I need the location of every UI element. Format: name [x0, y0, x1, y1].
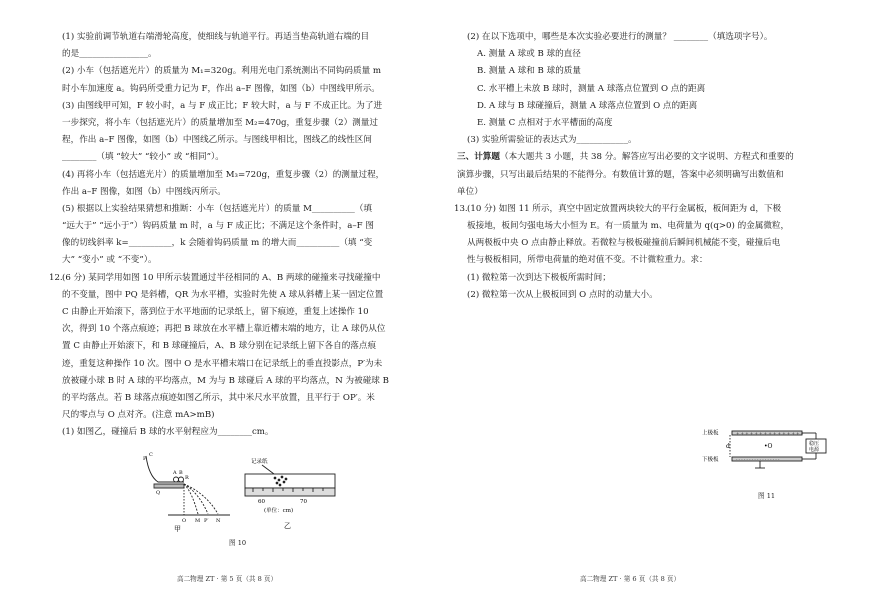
figure-10 [140, 452, 340, 532]
ruler [245, 488, 335, 496]
ball-a [174, 477, 179, 482]
text-line: (3) 由图线甲可知，F 较小时，a 与 F 成正比；F 较大时，a 与 F 不成正比。为了进 [62, 100, 383, 111]
text-line: “远大于” “远小于”）钩码质量 m 时，a 与 F 成正比；不满足这个条件时，a–F 图 [62, 221, 374, 232]
trajectory-2 [184, 484, 208, 514]
text-line: ________（填 “较大” “较小” 或 “相同”）。 [62, 152, 224, 163]
label-upper-plate: 上极板 [702, 430, 719, 437]
label-o: •O [764, 443, 773, 450]
text-line: 单位） [457, 186, 483, 197]
ball-b [179, 477, 184, 482]
label-p: P [143, 456, 147, 462]
label-b: B [179, 470, 183, 476]
chute-base [154, 484, 184, 488]
text-line: 作出 a–F 图像，如图（b）中图线丙所示。 [62, 186, 226, 197]
label-r: R [185, 475, 189, 481]
svg-text:- - - - - - - - - - - - - - -: - - - - - - - - - - - - - - - - - [736, 456, 780, 462]
section-title: 三、计算题 [457, 152, 500, 163]
text-line: (4) 再将小车（包括遮光片）的质量增加至 M₃=720g，重复步骤（2）的测量过程， [62, 169, 385, 180]
label-c: C [149, 452, 153, 458]
label-m: M [195, 518, 201, 524]
text-line: (5) 根据以上实验结果猜想和推断：小车（包括遮光片）的质量 M__________（填 [62, 203, 373, 214]
figure-11 [700, 424, 830, 484]
label-q: Q [156, 490, 161, 496]
text-line: (1) 实验前调节轨道右端滑轮高度，使细线与轨道平行。再适当垫高轨道右端的目 [62, 32, 370, 42]
tick-60: 60 [258, 499, 265, 505]
section-heading: 三、计算题（本大题共 3 小题，共 38 分。解答应写出必要的文字说明、方程式和重要的 [457, 152, 794, 163]
text-line: 迹，重复这种操作 10 次。图中 O 是水平槽末端口在记录纸上的垂直投影点，P′为未 [62, 358, 383, 369]
text-line: 置 C 由静止开始滚下，和 B 球碰撞后，A、B 球分别在记录纸上留下各自的落点痕 [62, 341, 377, 352]
text-line: (2) 微粒第一次从上极板回到 O 点时的动量大小。 [467, 289, 658, 300]
text-line: C 由静止开始滚下，落到位于水平地面的记录纸上，留下痕迹，重复上述操作 10 [62, 307, 369, 317]
label-jia: 甲 [174, 525, 181, 533]
text-line: 一步探究，将小车（包括遮光片）的质量增加至 M₂=470g，重复步骤（2）测量过 [62, 117, 378, 128]
text-line: 性与极板相同，所带电荷量的绝对值不变。不计微粒重力。求： [467, 255, 708, 266]
option-a: A. 测量 A 球或 B 球的直径 [477, 49, 581, 60]
label-power-1: 稳压 [809, 441, 820, 447]
question-number: 13. [454, 203, 468, 214]
label-n: N [216, 518, 221, 524]
text-line: 从两极板中央 O 点由静止释放。若微粒与极板碰撞前后瞬间机械能不变，碰撞后电 [467, 238, 781, 249]
tick-70: 70 [300, 499, 307, 505]
option-c: C. 水平槽上未放 B 球时，测量 A 球落点位置到 O 点的距离 [477, 83, 706, 94]
label-yi: 乙 [284, 522, 291, 530]
label-a: A [173, 470, 177, 476]
text-line: (1) 如图乙，碰撞后 B 球的水平射程应为________cm。 [62, 427, 274, 438]
figure-11-caption: 图 11 [758, 492, 776, 500]
label-power-2: 电源 [809, 447, 820, 453]
right-page [454, 0, 835, 304]
label-d: d [726, 443, 730, 450]
trajectory-3 [184, 484, 218, 514]
text-line: 次，得到 10 个落点痕迹；再把 B 球放在水平槽上靠近槽末端的地方，让 A 球仍从位 [62, 324, 386, 335]
label-unit: (单位：cm) [264, 508, 294, 514]
figure-10-jia [146, 456, 230, 515]
label-record-paper: 记录纸 [251, 459, 268, 465]
text-line: 大” “变小” 或 “不变”）。 [62, 255, 157, 266]
option-d: D. A 球与 B 球碰撞后，测量 A 球落点位置到 O 点的距离 [477, 100, 698, 111]
text-line: 放被碰小球 B 时 A 球的平均落点，M 为与 B 球碰后 A 球的平均落点，N 为被碰球 B [62, 375, 389, 386]
figure-10-yi [245, 465, 335, 496]
left-page [49, 0, 430, 442]
label-o: O [182, 518, 187, 524]
figure-10-caption: 图 10 [229, 539, 247, 547]
text-line: 像的切线斜率 k=__________，k 会随着钩码质量 m 的增大而__________（填 “变 [62, 238, 373, 249]
question-number: 12. [49, 272, 63, 283]
question-13-line: 13.(10 分) 如图 11 所示，真空中固定放置两块较大的平行金属板，板间距为 d，下极 [457, 201, 835, 218]
text-line: (2) 在以下选项中，哪些是本次实验必要进行的测量？ ________（填选项字号）。 [467, 32, 773, 42]
text-line: 的平均落点。若 B 球落点痕迹如图乙所示，其中米尺水平放置，且平行于 OP′。米 [62, 392, 375, 403]
question-12-line: 12.(6 分) 某同学用如图 10 甲所示装置通过半径相同的 A、B 两球的碰撞来寻找碰撞中 [52, 270, 430, 287]
record-paper [245, 474, 335, 488]
text-line: (2) 小车（包括遮光片）的质量为 M₁=320g。利用光电门系统测出不同钩码质量 m [62, 66, 382, 77]
option-e: E. 测量 C 点相对于水平槽面的高度 [477, 117, 613, 128]
label-lower-plate: 下极板 [702, 457, 719, 463]
leader-line [262, 465, 274, 474]
trajectory-1 [184, 484, 198, 514]
text-line: 演算步骤，只写出最后结果的不能得分。有数值计算的题，答案中必须明确写出数值和 [457, 169, 784, 180]
text-line: 的不变量，图中 PQ 是斜槽，QR 为水平槽，实验时先使 A 球从斜槽上某一固定位置 [62, 289, 384, 300]
text-line: (1) 微粒第一次到达下极板所需时间； [467, 272, 611, 283]
option-b: B. 测量 A 球和 B 球的质量 [477, 66, 581, 77]
text-line: 的是________________。 [62, 49, 157, 60]
text-line: (3) 实验所需验证的表达式为____________。 [467, 135, 637, 146]
page-footer-left: 高二物理 ZT · 第 5 页（共 8 页） [177, 575, 278, 583]
svg-text:+ + + + + + + + + + + + + + +: + + + + + + + + + + + + + + + [736, 430, 805, 436]
page-footer-right: 高二物理 ZT · 第 6 页（共 8 页） [580, 575, 681, 583]
label-p-prime: P′ [204, 518, 209, 524]
text-line: 尺的零点与 O 点对齐。(注意 mA>mB) [62, 410, 215, 421]
text-line: 程，作出 a–F 图像，如图（b）中图线乙所示。与图线甲相比，图线乙的线性区间 [62, 135, 372, 146]
text-line: 板接地，板间匀强电场大小恒为 E。有一质量为 m、电荷量为 q(q>0) 的金属微粒， [467, 221, 790, 232]
text-line: 时小车加速度 a。钩码所受重力记为 F，作出 a–F 图像，如图（b）中图线甲所示。 [62, 83, 380, 94]
